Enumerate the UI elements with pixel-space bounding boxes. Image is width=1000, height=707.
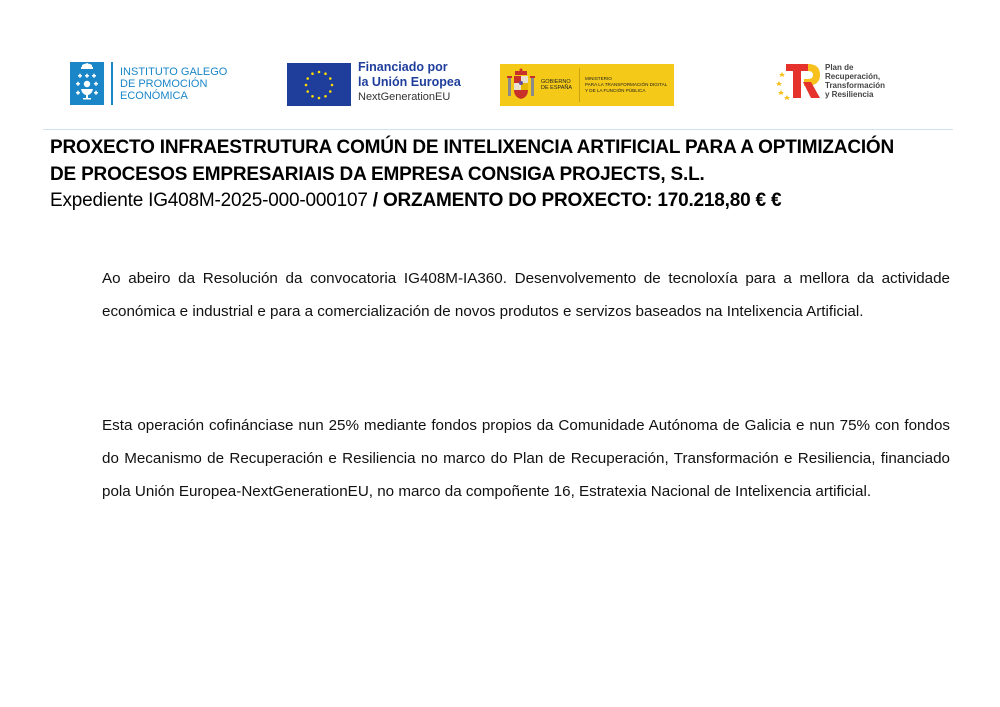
igape-line-2: DE PROMOCIÓN: [120, 77, 208, 90]
igape-name: [120, 66, 227, 102]
gobierno-line-2: DE ESPAÑA: [541, 85, 573, 91]
expediente-line: [50, 188, 970, 214]
eu-funding-text: [358, 60, 461, 105]
header-divider: [43, 129, 953, 130]
logo-bar: [0, 0, 1000, 125]
eu-line-2: la Unión Europea: [358, 75, 461, 89]
igape-separator: [111, 62, 113, 105]
ministerio-line-2: PARA LA TRANSFORMACIÓN DIGITAL: [585, 82, 668, 87]
gobierno-separator: [579, 68, 580, 102]
eu-flag-icon: [287, 63, 351, 106]
gobierno-line-1: GOBIERNO: [541, 79, 571, 85]
project-title-line-2: DE PROCESOS EMPRESARIAIS DA EMPRESA CONSIGA PROJECTS, S.L.: [50, 164, 705, 185]
ministerio-line-3: Y DE LA FUNCIÓN PÚBLICA: [585, 88, 646, 93]
plan-recuperacion-text: [825, 63, 885, 99]
spain-coat-of-arms-icon: [506, 68, 536, 102]
eu-funding-logo: [287, 60, 461, 106]
project-header: [50, 134, 970, 214]
project-title-line-1: PROXECTO INFRAESTRUTURA COMÚN DE INTELIXENCIA ARTIFICIAL PARA A OPTIMIZACIÓN: [50, 137, 895, 158]
cofinancing-paragraph: Esta operación cofinánciase nun 25% mediante fondos propios da Comunidade Autónoma de Galicia e nun 75% con fondos do Mecanismo de Recuperación e Resiliencia no marco do Plan de Recuperación, Transformación e Resiliencia, financiado pola Unión Europea-NextGenerationEU, no marco da compoñente 16, Estratexia Nacional de Intelixencia artificial.: [102, 417, 950, 500]
project-budget: / ORZAMENTO DO PROXECTO: 170.218,80 € €: [372, 190, 782, 211]
expediente-number: Expediente IG408M-2025-000-000107: [50, 190, 373, 211]
ministerio-label: [585, 76, 667, 94]
galicia-coat-of-arms-icon: [70, 62, 104, 105]
eu-line-1: Financiado por: [358, 60, 448, 74]
resolution-paragraph: Ao abeiro da Resolución da convocatoria IG408M-IA360. Desenvolvemento de tecnoloxía para a mellora da actividade económica e industrial e para a comercialización de novos produtos e servizos baseados na Intelixencia Artificial.: [102, 270, 950, 320]
plan-recuperacion-logo: [776, 60, 885, 102]
prtr-line-3: Transformación: [825, 81, 886, 90]
prtr-line-2: Recuperación,: [825, 72, 881, 81]
ministerio-line-1: MINISTERIO: [585, 76, 612, 81]
gobierno-label: [541, 79, 575, 91]
eu-line-3: NextGenerationEU: [358, 91, 451, 103]
prtr-line-4: y Resiliencia: [825, 90, 874, 99]
igape-logo: [70, 62, 227, 105]
gobierno-espana-logo: [500, 64, 674, 106]
igape-line-1: INSTITUTO GALEGO: [120, 65, 228, 78]
prtr-line-1: Plan de: [825, 63, 854, 72]
igape-line-3: ECONÓMICA: [120, 89, 188, 102]
tr-logo-icon: [776, 60, 822, 102]
